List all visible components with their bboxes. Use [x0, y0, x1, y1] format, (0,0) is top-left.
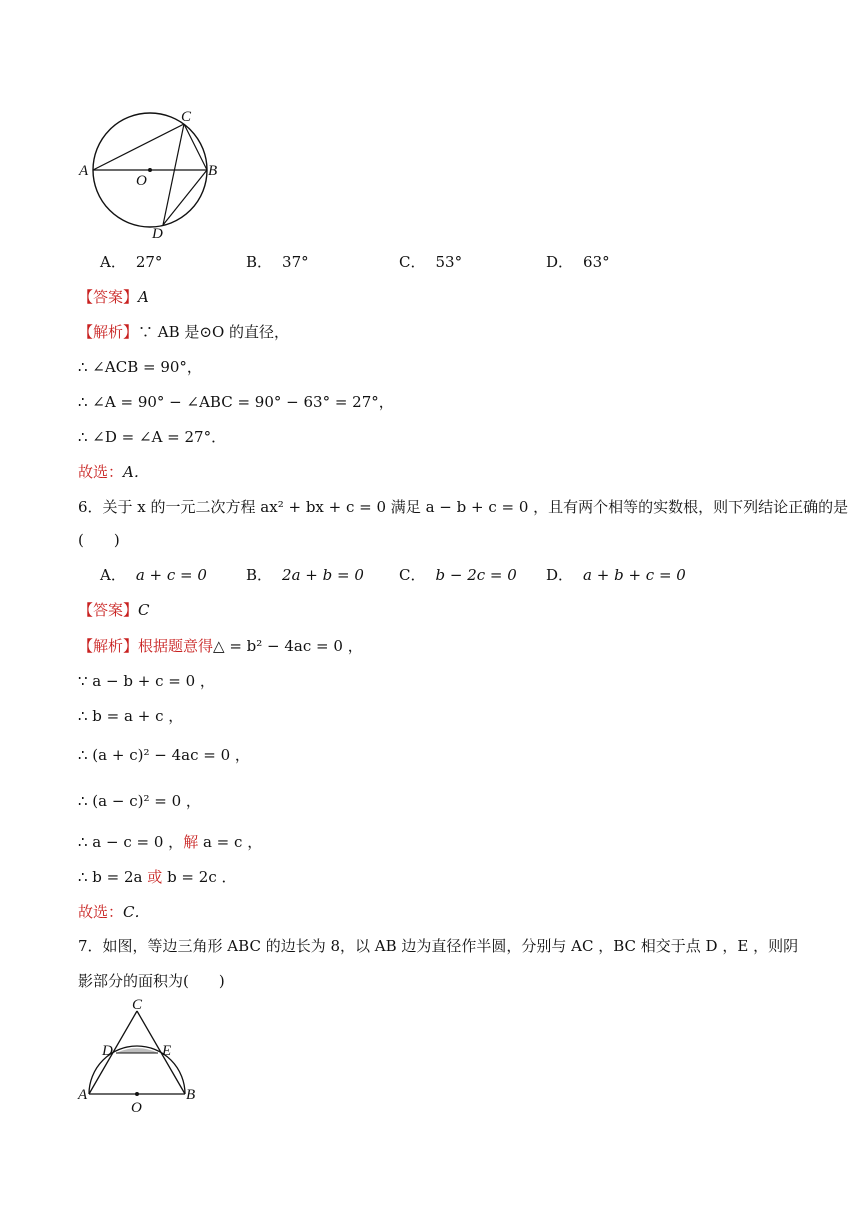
q5-analysis-line-3: ∴ ∠A = 90° − ∠ABC = 90° − 63° = 27°， [78, 393, 394, 411]
q6-analysis-line-4: ∴ (a + c)² − 4ac = 0 ， [78, 746, 250, 764]
label-C: C [132, 997, 143, 1013]
label-E: E [162, 1043, 172, 1059]
q5-option-a: A． 27° [100, 253, 163, 271]
label-O: O [136, 173, 147, 189]
q7-stem-line-2: 影部分的面积为( ) [78, 972, 225, 990]
q5-analysis-line-1: 【解析】∵ AB 是⊙O 的直径， [78, 323, 290, 341]
q5-answer: 【答案】A [78, 288, 149, 306]
q6-stem-line-1: 6．关于 x 的一元二次方程 ax² + bx + c = 0 满足 a − b + c = 0 ，且有两个相等的实数根，则下列结论正确的是 [78, 498, 849, 516]
label-D: D [152, 226, 163, 242]
q6-analysis-line-1: 【解析】根据题意得△ = b² − 4ac = 0 ， [78, 637, 363, 655]
q6-option-a: A． a + c = 0 [100, 566, 207, 584]
q5-option-b: B． 37° [246, 253, 309, 271]
q5-analysis-line-2: ∴ ∠ACB = 90°， [78, 358, 202, 376]
label-D: D [102, 1043, 113, 1059]
circle-figure [76, 104, 226, 244]
q6-analysis-line-5: ∴ (a − c)² = 0 ， [78, 792, 201, 810]
label-B: B [186, 1087, 196, 1103]
label-C: C [181, 109, 192, 125]
label-A: A [78, 1087, 88, 1103]
q5-option-c: C． 53° [399, 253, 463, 271]
q5-analysis-line-4: ∴ ∠D = ∠A = 27°． [78, 428, 227, 446]
q6-analysis-line-6: ∴ a − c = 0 ，解 a = c ， [78, 833, 263, 851]
q6-analysis-line-3: ∴ b = a + c ， [78, 707, 184, 725]
q5-choose: 故选：A． [78, 463, 149, 481]
q6-option-b: B． 2a + b = 0 [246, 566, 364, 584]
q6-option-d: D． a + b + c = 0 [546, 566, 686, 584]
label-A: A [79, 163, 89, 179]
q6-analysis-line-2: ∵ a − b + c = 0 ， [78, 672, 215, 690]
q6-analysis-line-7: ∴ b = 2a 或 b = 2c ． [78, 868, 237, 886]
q5-option-d: D． 63° [546, 253, 610, 271]
q7-stem-line-1: 7．如图，等边三角形 ABC 的边长为 8，以 AB 边为直径作半圆，分别与 AC ，BC 相交于点 D ，E ，则阴 [78, 937, 799, 955]
label-O: O [131, 1100, 142, 1116]
q6-stem-line-2: ( ) [78, 531, 120, 549]
q6-answer: 【答案】C [78, 601, 150, 619]
q6-choose: 故选：C． [78, 903, 150, 921]
q6-option-c: C． b − 2c = 0 [399, 566, 517, 584]
triangle-semicircle-figure [76, 996, 206, 1116]
label-B: B [208, 163, 218, 179]
